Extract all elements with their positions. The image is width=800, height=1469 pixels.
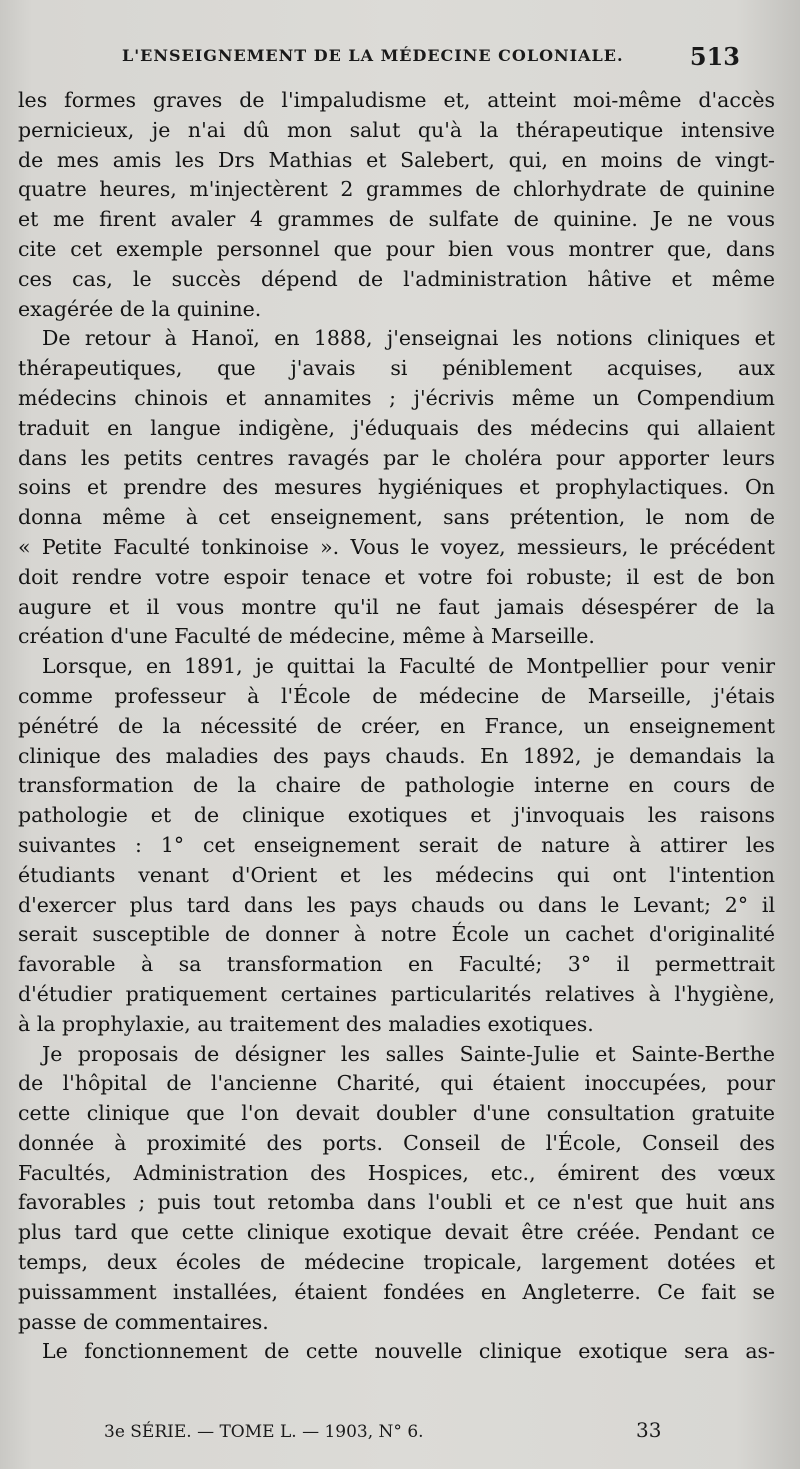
text-line: Facultés, Administration des Hospices, etc., émirent des vœux — [18, 1160, 775, 1185]
text-line: étudiants venant d'Orient et les médecins qui ont l'intention — [18, 862, 775, 887]
text-line: et me firent avaler 4 grammes de sulfate de quinine. Je ne vous — [18, 207, 775, 232]
series-info: 3e SÉRIE. — TOME L. — 1903, N° 6. — [104, 1422, 424, 1442]
page-header — [0, 42, 800, 76]
text-line: les formes graves de l'impaludisme et, atteint moi-même d'accès — [18, 88, 775, 112]
page-footer — [0, 1418, 800, 1448]
running-title: L'ENSEIGNEMENT DE LA MÉDECINE COLONIALE. — [122, 46, 624, 65]
text-line: favorables ; puis tout retomba dans l'oubli et ce n'est que huit ans — [18, 1190, 775, 1215]
text-line: d'étudier pratiquement certaines particularités relatives à l'hygiène, — [18, 981, 775, 1006]
text-line: favorable à sa transformation en Faculté; 3° il permettrait — [18, 952, 775, 977]
text-line: d'exercer plus tard dans les pays chauds ou dans le Levant; 2° il — [18, 892, 775, 917]
body-text — [18, 86, 775, 1367]
text-line: De retour à Hanoï, en 1888, j'enseignai les notions cliniques et — [42, 326, 775, 351]
text-line: temps, deux écoles de médecine tropicale, largement dotées et — [18, 1250, 775, 1275]
text-line: pénétré de la nécessité de créer, en France, un enseignement — [18, 713, 775, 738]
text-line: cite cet exemple personnel que pour bien vous montrer que, dans — [18, 236, 775, 261]
text-line: exagérée de la quinine. — [18, 296, 262, 321]
text-line: dans les petits centres ravagés par le choléra pour apporter leurs — [18, 445, 775, 470]
text-line: médecins chinois et annamites ; j'écrivis même un Compendium — [18, 385, 775, 410]
text-line: comme professeur à l'École de médecine de Marseille, j'étais — [18, 683, 775, 708]
text-line: pernicieux, je n'ai dû mon salut qu'à la thérapeutique intensive — [18, 117, 775, 142]
text-line: traduit en langue indigène, j'éduquais des médecins qui allaient — [18, 415, 775, 440]
text-line: soins et prendre des mesures hygiéniques et prophylactiques. On — [18, 475, 775, 500]
text-line: augure et il vous montre qu'il ne faut jamais désespérer de la — [18, 594, 775, 619]
text-line: de l'hôpital de l'ancienne Charité, qui étaient inoccupées, pour — [18, 1071, 775, 1096]
text-line: de mes amis les Drs Mathias et Salebert, qui, en moins de vingt- — [18, 147, 775, 172]
page-number: 513 — [689, 42, 740, 71]
text-line: doit rendre votre espoir tenace et votre foi robuste; il est de bon — [18, 564, 775, 589]
text-line: donna même à cet enseignement, sans prétention, le nom de — [18, 505, 775, 530]
text-line: Lorsque, en 1891, je quittai la Faculté de Montpellier pour venir — [42, 654, 775, 679]
text-line: suivantes : 1° cet enseignement serait de nature à attirer les — [18, 832, 775, 857]
text-line: clinique des maladies des pays chauds. En 1892, je demandais la — [18, 743, 775, 768]
text-line: thérapeutiques, que j'avais si péniblement acquises, aux — [18, 356, 775, 381]
signature-mark: 33 — [636, 1418, 662, 1442]
text-line: « Petite Faculté tonkinoise ». Vous le voyez, messieurs, le précédent — [18, 534, 775, 559]
text-line: pathologie et de clinique exotiques et j'invoquais les raisons — [18, 803, 775, 828]
text-line: quatre heures, m'injectèrent 2 grammes de chlorhydrate de quinine — [18, 177, 775, 202]
text-line: plus tard que cette clinique exotique devait être créée. Pendant ce — [18, 1220, 775, 1245]
text-line: Le fonctionnement de cette nouvelle clinique exotique sera as- — [42, 1339, 775, 1364]
text-line: serait susceptible de donner à notre École un cachet d'originalité — [18, 922, 775, 947]
text-line: cette clinique que l'on devait doubler d'une consultation gratuite — [18, 1101, 775, 1126]
text-line: ces cas, le succès dépend de l'administration hâtive et même — [18, 266, 775, 291]
text-line: à la prophylaxie, au traitement des maladies exotiques. — [18, 1011, 594, 1036]
text-line: puissamment installées, étaient fondées en Angleterre. Ce fait se — [18, 1279, 775, 1304]
text-line: Je proposais de désigner les salles Sainte-Julie et Sainte-Berthe — [42, 1041, 775, 1066]
text-line: transformation de la chaire de pathologie interne en cours de — [18, 773, 775, 798]
text-line: donnée à proximité des ports. Conseil de l'École, Conseil des — [18, 1130, 775, 1155]
text-line: passe de commentaires. — [18, 1309, 269, 1334]
text-line: création d'une Faculté de médecine, même à Marseille. — [18, 624, 595, 649]
